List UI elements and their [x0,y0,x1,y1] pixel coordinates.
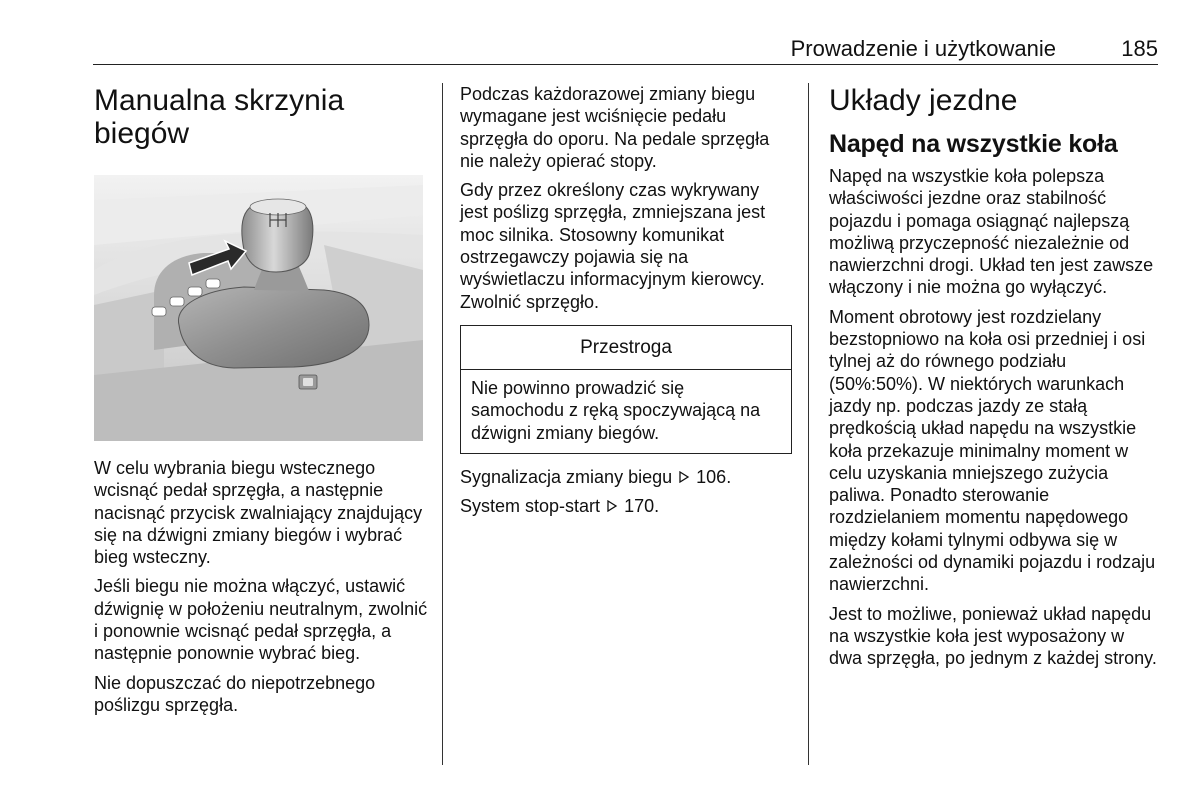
paragraph-gear-not-engaging: Jeśli biegu nie można włączyć, ustawić dźwignię w położeniu neutralnym, zwolnić i ponownie wcisnąć pedał sprzęgła, a następnie ponownie wybrać bieg. [94,576,428,664]
column-divider-left [442,83,443,765]
paragraph-awd-intro: Napęd na wszystkie koła polepsza właściwości jezdne oraz stabilność pojazdu i pomaga osiągnąć najlepszą możliwą przyczepność niezależnie od nawierzchni drogi. Układ ten jest zawsze włączony i nie można go wyłączyć. [829,166,1154,298]
paragraph-two-clutches: Jest to możliwe, ponieważ układ napędu na wszystkie koła jest wyposażony w dwa sprzęgła, po jednym z każdej strony. [829,603,1157,669]
cross-reference-stop-start[interactable] [460,495,792,517]
cross-reference-page: 170. [624,496,660,517]
caution-heading: Przestroga [461,326,791,370]
caution-box [460,325,792,454]
section-title-driving-systems: Układy jezdne [829,84,1018,117]
title-line-1: Manualna skrzynia [94,84,345,117]
paragraph-clutch-pedal: Podczas każdorazowej zmiany biegu wymagane jest wciśnięcie pedału sprzęgła do oporu. Na pedale sprzęgła nie należy opierać stopy. [460,84,770,171]
paragraph-clutch-slip-detection: Gdy przez określony czas wykrywany jest poślizg sprzęgła, zmniejszana jest moc silnika. Stosowny komunikat ostrzegawczy pojawia się na wyświetlaczu informacyjnym kierowcy. Zwolnić sprzęgło. [460,180,766,312]
cross-reference-label: Sygnalizacja zmiany biegu [460,466,673,487]
caution-text: Nie powinno prowadzić się samochodu z ręką spoczywającą na dźwigni zmiany biegów. [471,377,761,443]
page-reference-arrow-icon [677,466,691,488]
cross-reference-label: System stop-start [460,496,601,517]
cross-reference-page: 106. [696,466,732,487]
left-body [94,457,429,723]
left-title-block [94,84,424,150]
paragraph-torque-distribution: Moment obrotowy jest rozdzielany bezstopniowo na koła osi przedniej i osi tylnej aż do równego podziału (50%:50%). W niektórych warunkach jazdy np. podczas jazdy ze stałą prędkością układ napędu na wszystkie koła przekazuje minimalny moment w celu uzyskania mniejszego zużycia paliwa. Ponadto sterowanie rozdzielaniem momentu napędowego między kołami tylnymi odbywa się w zależności od dynamiki pojazdu i rodzaju nawierzchni. [829,306,1156,595]
gear-shift-lever-icon [94,175,423,441]
title-line-2: biegów [94,117,190,150]
column-divider-right [808,83,809,765]
right-column [829,84,1159,677]
page-reference-arrow-icon [605,495,619,517]
gear-shift-lever-illustration [94,175,423,441]
running-header-title: Prowadzenie i użytkowanie [790,36,1056,61]
page-number: 185 [1121,36,1158,61]
header-rule [93,64,1158,65]
paragraph-reverse-gear: W celu wybrania biegu wstecznego wcisnąć pedał sprzęgła, a następnie nacisnąć przycisk zwalniający znajdujący się na dźwigni zmiany biegów i wybrać bieg wsteczny. [94,458,423,568]
section-title-manual-gearbox [94,84,424,150]
subsection-title-all-wheel-drive: Napęd na wszystkie koła [829,130,1118,158]
paragraph-clutch-slip-warning: Nie dopuszczać do niepotrzebnego poślizgu sprzęgła. [94,672,376,715]
middle-column [460,83,792,524]
cross-reference-shift-indicator[interactable] [460,466,792,488]
